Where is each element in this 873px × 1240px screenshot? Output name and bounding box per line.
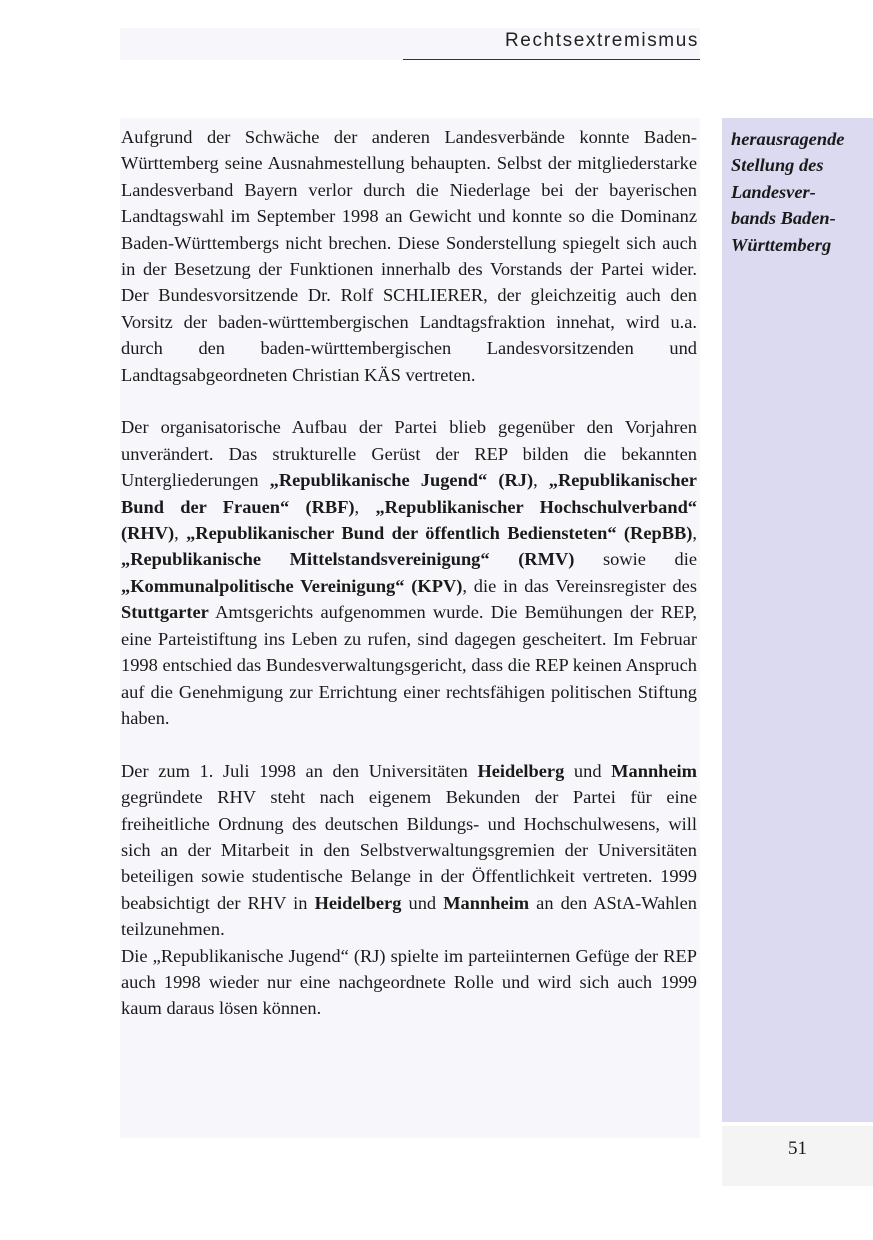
text-run: Die „Republikanische Jugend“ (RJ) spielte im parteiinternen Gefüge der REP auch 1998 wieder nur eine nachgeordnete Rolle und wird sich auch 1999 kaum daraus lösen können. <box>121 945 697 1019</box>
bold-text-run: „Republikanischer Hochschulverband“ (RHV) <box>121 496 697 544</box>
text-run: Amtsgerichts aufgenommen wurde. Die Bemühungen der REP, eine Parteistiftung ins Leben zu rufen, sind dagegen gescheitert. Im Februar 1998 entschied das Bundesverwaltungsgericht, dass die REP keinen Anspruch auf die Genehmigung zur Errichtung einer rechtsfähigen politischen Stiftung haben. <box>121 602 697 728</box>
text-run: , <box>174 523 187 544</box>
paragraph-rj <box>121 943 697 1022</box>
margin-note-line: herausragende <box>731 129 845 149</box>
bold-text-run: Mannheim <box>611 760 697 781</box>
running-head-title: Rechtsextremismus <box>504 30 699 51</box>
paragraph-rhv <box>121 758 697 943</box>
bold-text-run: Stuttgarter <box>121 602 209 623</box>
text-run: sowie die <box>574 549 697 570</box>
paragraph-organisation <box>121 414 697 731</box>
text-run: gegründete RHV steht nach eigenem Bekunden der Partei für eine freiheitliche Ordnung des deutschen Bildungs- und Hochschulwesens, will sich an der Mitarbeit in den Selbstverwaltungsgremien der Universitäten beteiligen sowie studentische Belange in der Öffentlichkeit vertreten. 1999 beabsichtigt der RHV in <box>121 787 697 913</box>
margin-column <box>722 118 873 1122</box>
text-run: und <box>401 892 444 913</box>
margin-note-line: Stellung des <box>731 155 824 176</box>
body-text-column <box>121 124 697 1022</box>
margin-note-line: Württemberg <box>731 234 832 255</box>
margin-note-line: bands Baden- <box>731 208 836 229</box>
text-run: , <box>533 470 549 491</box>
text-run: Aufgrund der Schwäche der anderen Landesverbände konnte Baden-Württemberg seine Ausnahmestellung behaupten. Selbst der mitgliederstarke Landesverband Bayern verlor durch die Niederlage bei der bayerischen Landtagswahl im September 1998 an Gewicht und konnte so die Dominanz Baden-Württembergs nicht brechen. Diese Sonderstellung spiegelt sich auch in der Besetzung der Funktionen innerhalb des Vorstands der Partei wider. Der Bundesvorsitzende Dr. Rolf SCHLIERER, der gleichzeitig auch den Vorsitz der baden-württembergischen Landtagsfraktion innehat, wird u.a. durch den baden-württembergischen Landesvorsitzenden und Landtagsabgeordneten Christian KÄS vertreten. <box>121 127 697 385</box>
text-run: und <box>564 760 612 781</box>
text-run: Der organisatorische Aufbau der Partei blieb gegenüber den Vorjahren unverändert. Das strukturelle Gerüst der REP bilden die bekannten Untergliederungen <box>121 417 697 491</box>
text-run: , <box>692 523 697 544</box>
bold-text-run: Mannheim <box>443 892 530 913</box>
bold-text-run: „Republikanischer Bund der öffentlich Bediensteten“ (RepBB) <box>186 523 693 544</box>
text-run: , <box>354 496 376 517</box>
text-run: , die in das Vereinsregister des <box>462 575 697 596</box>
text-run: Der zum 1. Juli 1998 an den Universitäten <box>121 760 478 781</box>
bold-text-run: „Republikanische Jugend“ (RJ) <box>269 470 534 491</box>
paragraph-landesverbaende <box>121 124 697 388</box>
margin-note <box>731 126 869 258</box>
bold-text-run: „Republikanische Mittelstandsvereinigung“ (RMV) <box>121 549 575 570</box>
header-rule <box>403 59 700 60</box>
bold-text-run: Heidelberg <box>314 892 402 913</box>
bold-text-run: Heidelberg <box>477 760 565 781</box>
bold-text-run: „Kommunalpolitische Vereinigung“ (KPV) <box>121 575 463 596</box>
page-number: 51 <box>788 1138 807 1159</box>
text-run: an den AStA-Wahlen teilzunehmen. <box>121 892 697 940</box>
margin-note-line: Landesver- <box>731 181 816 202</box>
bold-text-run: „Republikanischer Bund der Frauen“ (RBF) <box>121 470 697 517</box>
